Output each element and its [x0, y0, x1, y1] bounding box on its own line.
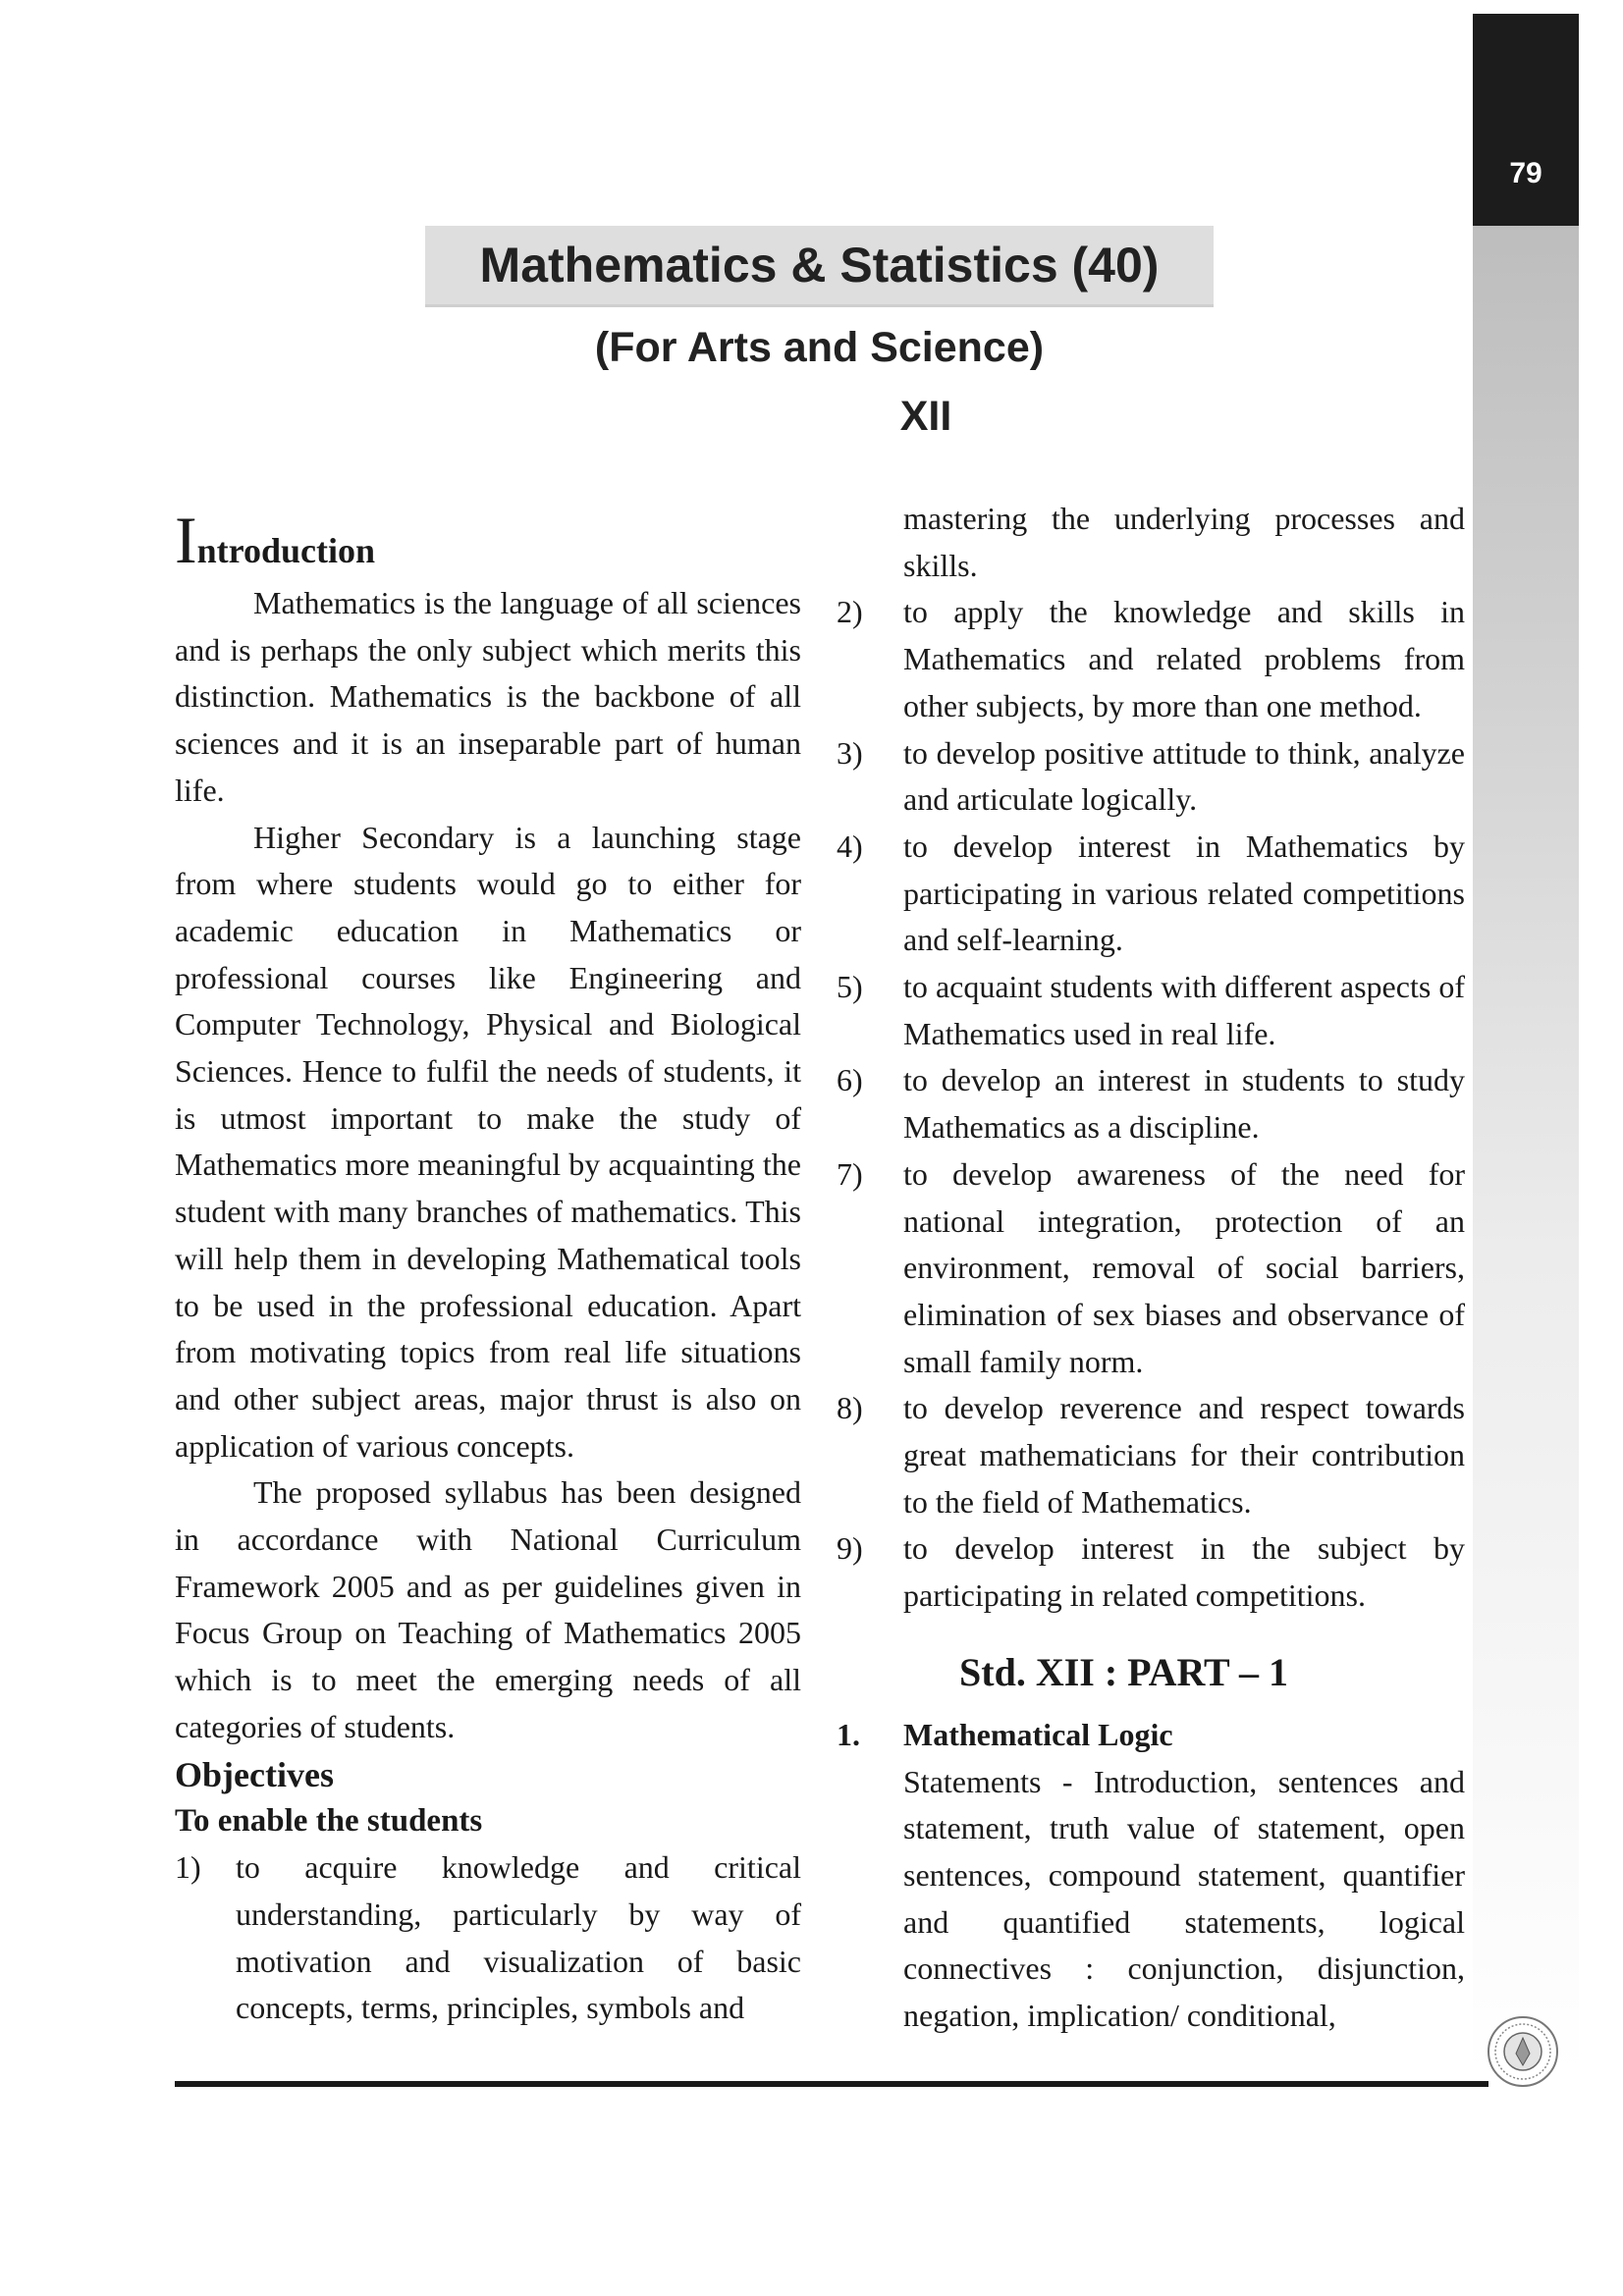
- objective-text: to apply the knowledge and skills in Mathematics and related problems from other subjects, by more than one method.: [903, 594, 1465, 723]
- objective-text: to develop awareness of the need for national integration, protection of an environment, removal of social barriers, elimination of sex biases and observance of small family norm.: [903, 1155, 1465, 1379]
- objective-number: 7): [837, 1155, 863, 1192]
- objectives-heading: Objectives: [175, 1754, 334, 1794]
- page-number: 79: [1509, 157, 1542, 189]
- objective-1-continuation: mastering the underlying processes and skills.: [903, 501, 1465, 583]
- objective-item-4: [837, 824, 1465, 964]
- objective-item-6: [837, 1057, 1465, 1150]
- section-text: Statements - Introduction, sentences and statement, truth value of statement, open sentences, compound statement, quantifier and quantified statements, logical connectives : conjunction, disjunction, negation, implication/ conditional,: [903, 1763, 1465, 2034]
- objective-item-7: [837, 1151, 1465, 1386]
- objective-number: 3): [837, 734, 863, 771]
- objective-number: 8): [837, 1390, 863, 1426]
- objective-text: to acquaint students with different aspects of Mathematics used in real life.: [903, 969, 1465, 1051]
- intro-paragraph-3: The proposed syllabus has been designed in accordance with National Curriculum Framework 2005 and as per guidelines given in Focus Group on Teaching of Mathematics 2005 which is to meet the emerging needs of all categories of students.: [175, 1474, 801, 1744]
- page-subtitle: (For Arts and Science): [594, 324, 1045, 371]
- objective-text: to develop reverence and respect towards great mathematicians for their contribution to the field of Mathematics.: [903, 1390, 1465, 1520]
- intro-paragraph-2: Higher Secondary is a launching stage from where students would go to either for academic education in Mathematics or professional courses like Engineering and Computer Technology, Physical and Biological Sciences. Hence to fulfil the needs of students, it is utmost important to make the study of Mathematics more meaningful by acquainting the student with many branches of mathematics. This will help them in developing Mathematical tools to be used in the professional education. Apart from motivating topics from real life situations and other subject areas, major thrust is also on application of various concepts.: [175, 819, 801, 1464]
- objective-number: 5): [837, 969, 863, 1005]
- enable-heading: To enable the students: [175, 1802, 483, 1839]
- objective-number: 9): [837, 1530, 863, 1567]
- right-column: [837, 496, 1465, 2040]
- bottom-rule: [175, 2081, 1488, 2087]
- part-heading: Std. XII : PART – 1: [959, 1649, 1288, 1694]
- side-tab: [1473, 14, 1579, 2075]
- section-heading: [837, 1712, 1465, 1759]
- objective-text: to develop an interest in students to study Mathematics as a discipline.: [903, 1062, 1465, 1146]
- intro-paragraph-1: Mathematics is the language of all sciences and is perhaps the only subject which merits this distinction. Mathematics is the backbone of all sciences and it is an inseparable part of human life.: [175, 585, 801, 808]
- objective-item-8: [837, 1385, 1465, 1525]
- objective-number: 1): [175, 1849, 201, 1886]
- seal-emblem-icon: [1486, 2014, 1560, 2089]
- objective-text: to develop interest in Mathematics by participating in various related competitions and self-learning.: [903, 828, 1465, 958]
- objective-number: 6): [837, 1062, 863, 1098]
- objective-text: to develop interest in the subject by participating in related competitions.: [903, 1530, 1465, 1614]
- objective-item-1: [175, 1844, 801, 2032]
- left-column: [175, 503, 801, 2032]
- page-title: Mathematics & Statistics (40): [425, 226, 1214, 307]
- side-tab-header: [1473, 14, 1579, 226]
- objective-text: to develop positive attitude to think, analyze and articulate logically.: [903, 734, 1465, 818]
- introduction-heading: [175, 503, 801, 580]
- objective-item-2: [837, 589, 1465, 729]
- objective-item-9: [837, 1525, 1465, 1619]
- objective-item-5: [837, 964, 1465, 1057]
- objective-number: 2): [837, 594, 863, 630]
- section-number: 1.: [837, 1716, 860, 1752]
- introduction-heading-rest: ntroduction: [196, 531, 376, 570]
- introduction-dropcap: I: [175, 503, 197, 577]
- objective-item-3: [837, 730, 1465, 824]
- section-title: Mathematical Logic: [903, 1716, 1173, 1752]
- standard-label: XII: [899, 393, 952, 440]
- objective-number: 4): [837, 828, 863, 864]
- objective-text: to acquire knowledge and critical understanding, particularly by way of motivation and visualization of basic concepts, terms, principles, symbols and: [236, 1849, 801, 2026]
